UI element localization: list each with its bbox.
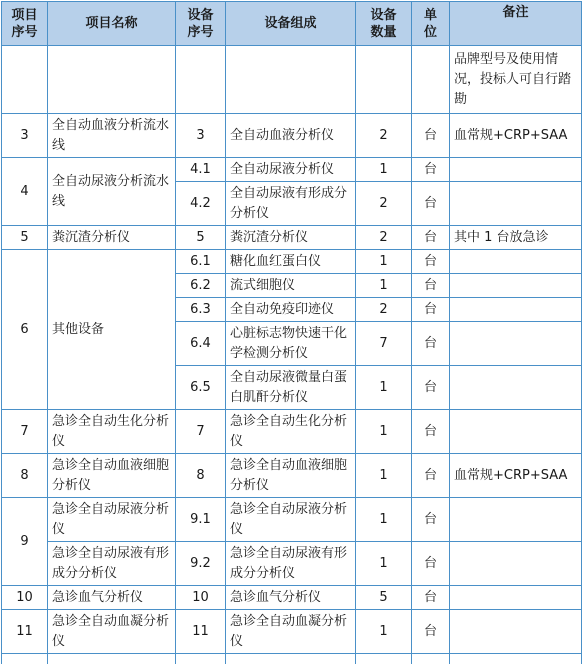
device-no-cell: 11 [176,610,226,654]
composition-cell: 急诊全自动血凝分析仪 [226,610,356,654]
remark-cell [450,298,582,322]
table-row [2,250,582,274]
header-item-no-text: 项目 序号 [11,7,38,40]
remark-cell [450,182,582,226]
device-no-cell: 6.3 [176,298,226,322]
remark-cell: 品牌型号及使用情况，投标人可自行踏勘 [450,46,582,114]
composition-cell: 急诊血气分析仪 [226,586,356,610]
device-no-cell: 9.1 [176,498,226,542]
composition-cell: 急诊全自动血液细胞分析仪 [226,454,356,498]
unit-cell: 台 [412,322,450,366]
unit-cell: 台 [412,250,450,274]
composition-cell: 全自动尿液分析仪 [226,158,356,182]
quantity-cell: 1 [356,274,412,298]
unit-cell: 台 [412,542,450,586]
item-no-cell: 11 [2,610,48,654]
composition-cell: 全自动尿液有形成分分析仪 [226,182,356,226]
composition-cell: 急诊全自动尿液有形成分分析仪 [226,542,356,586]
composition-cell: 全自动尿液微量白蛋白肌酐分析仪 [226,366,356,410]
quantity-cell: 1 [356,498,412,542]
item-no-cell: 6 [2,250,48,410]
item-no-cell: 8 [2,454,48,498]
item-no-cell: 7 [2,410,48,454]
unit-cell: 台 [412,586,450,610]
item-name-cell: 急诊全自动尿液分析仪 [48,498,176,542]
device-no-cell: 6.1 [176,250,226,274]
unit-cell: 台 [412,274,450,298]
item-no-cell [2,46,48,114]
quantity-cell: 1 [356,158,412,182]
table-row [2,158,582,182]
remark-cell: 其中 1 台放急诊 [450,226,582,250]
unit-cell: 台 [412,610,450,654]
quantity-cell: 1 [356,250,412,274]
equipment-table [1,1,582,664]
device-no-cell: 5 [176,226,226,250]
remark-cell [450,322,582,366]
remark-cell [450,610,582,654]
quantity-cell: 2 [356,114,412,158]
header-quantity [356,2,412,46]
composition-cell: 急诊全自动生化分析仪 [226,410,356,454]
table-row [2,454,582,498]
item-no-cell: 3 [2,114,48,158]
composition-cell: 糖化血红蛋白仪 [226,250,356,274]
header-remark [450,2,582,46]
quantity-cell: 1 [356,610,412,654]
header-unit-text: 单 位 [423,7,437,40]
table-row [2,654,582,664]
composition-cell: 全自动血液分析仪 [226,114,356,158]
unit-cell: 台 [412,298,450,322]
device-no-cell [176,654,226,664]
unit-cell: 台 [412,410,450,454]
header-item-name [48,2,176,46]
header-unit [412,2,450,46]
item-name-cell: 急诊血气分析仪 [48,586,176,610]
quantity-cell: 2 [356,182,412,226]
composition-cell: 心脏标志物快速干化学检测分析仪 [226,322,356,366]
composition-cell: 急诊全自动尿液分析仪 [226,498,356,542]
composition-cell: 粪沉渣分析仪 [226,226,356,250]
item-name-cell: 急诊全自动血液细胞分析仪 [48,454,176,498]
remark-cell [450,542,582,586]
table-row [2,610,582,654]
header-device-no-text: 设备 序号 [187,7,214,40]
table-row [2,498,582,542]
device-no-cell: 6.2 [176,274,226,298]
quantity-cell: 1 [356,542,412,586]
table-row [2,226,582,250]
remark-cell [450,654,582,664]
composition-cell: 流式细胞仪 [226,274,356,298]
table-row [2,410,582,454]
remark-cell [450,586,582,610]
remark-cell: 血常规+CRP+SAA [450,454,582,498]
item-name-cell: 急诊全自动血凝分析仪 [48,610,176,654]
quantity-cell: 1 [356,366,412,410]
item-name-cell: 全自动血液分析流水线 [48,114,176,158]
header-remark-text: 备注 [502,5,529,20]
device-no-cell: 10 [176,586,226,610]
unit-cell: 台 [412,366,450,410]
header-quantity-text: 设备 数量 [370,7,397,40]
header-item-name-text: 项目名称 [85,16,138,31]
quantity-cell [356,654,412,664]
item-name-cell [48,46,176,114]
table-row [2,586,582,610]
quantity-cell: 7 [356,322,412,366]
quantity-cell: 2 [356,298,412,322]
unit-cell: 台 [412,454,450,498]
composition-cell [226,46,356,114]
item-name-cell: 其他设备 [48,250,176,410]
remark-cell [450,274,582,298]
item-name-cell: 急诊全自动生化分析仪 [48,410,176,454]
device-no-cell: 8 [176,454,226,498]
device-no-cell: 6.5 [176,366,226,410]
remark-cell [450,250,582,274]
device-no-cell: 3 [176,114,226,158]
header-composition [226,2,356,46]
unit-cell [412,46,450,114]
device-no-cell: 6.4 [176,322,226,366]
header-item-no [2,2,48,46]
quantity-cell: 1 [356,410,412,454]
unit-cell: 台 [412,182,450,226]
table-row [2,114,582,158]
device-no-cell: 7 [176,410,226,454]
item-no-cell: 5 [2,226,48,250]
item-no-cell [2,654,48,664]
composition-cell [226,654,356,664]
quantity-cell [356,46,412,114]
header-composition-text: 设备组成 [264,16,317,31]
device-no-cell: 4.2 [176,182,226,226]
remark-cell [450,158,582,182]
item-name-cell: 全自动尿液分析流水线 [48,158,176,226]
unit-cell [412,654,450,664]
remark-cell [450,498,582,542]
item-no-cell: 4 [2,158,48,226]
item-no-cell: 10 [2,586,48,610]
composition-cell: 全自动免疫印迹仪 [226,298,356,322]
unit-cell: 台 [412,226,450,250]
item-name-cell [48,654,176,664]
quantity-cell: 2 [356,226,412,250]
remark-cell [450,366,582,410]
header-device-no [176,2,226,46]
quantity-cell: 5 [356,586,412,610]
item-name-cell: 急诊全自动尿液有形成分分析仪 [48,542,176,586]
quantity-cell: 1 [356,454,412,498]
remark-cell [450,410,582,454]
table-row [2,542,582,586]
unit-cell: 台 [412,498,450,542]
table-row [2,46,582,114]
device-no-cell [176,46,226,114]
table-header-row [2,2,582,46]
unit-cell: 台 [412,158,450,182]
item-name-cell: 粪沉渣分析仪 [48,226,176,250]
item-no-cell: 9 [2,498,48,586]
device-no-cell: 4.1 [176,158,226,182]
device-no-cell: 9.2 [176,542,226,586]
unit-cell: 台 [412,114,450,158]
remark-cell: 血常规+CRP+SAA [450,114,582,158]
